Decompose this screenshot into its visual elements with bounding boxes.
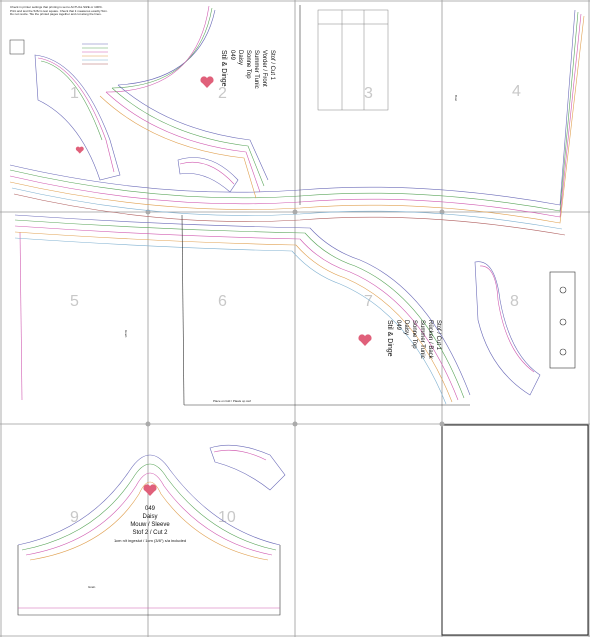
button-strip [550,272,575,368]
sleeve-line-2: Mouw / Sleeve [130,522,170,528]
logo-back [358,334,371,346]
page-number-6: 6 [218,293,227,310]
back-line-5: Stof / Cut 1 [435,320,441,351]
front-brand: Stil & Dinge [220,50,227,87]
back-piece-outline [15,215,470,405]
size-legend [82,44,108,64]
facing-piece-10 [210,445,285,490]
front-line-1: Daisy [237,50,243,66]
back-line-4: Rücken / Back [427,320,433,359]
front-line-4: Vorder / Front [261,50,267,87]
page-numbers [70,83,521,526]
facing-piece-8 [475,262,540,395]
front-line-2: Sonne Top [245,50,251,79]
size-chart [318,10,388,110]
front-piece-outline [10,5,584,235]
instruction-line-3: Do not resize. Tile the printed pages together and cut along the lines. [10,13,102,17]
page-number-7: 7 [364,293,373,310]
instruction-line-2: Print and test the 5x5cm test square. Check that it measures exactly 5cm. [10,9,108,13]
back-line-3: Summer Tunic [419,320,425,359]
back-line-2: Sonne Top [411,320,417,349]
back-number: 049 [395,320,401,331]
page-number-4: 4 [512,83,521,100]
page-number-10: 10 [218,509,236,526]
sleeve-line-1: Daisy [142,514,158,520]
sleeve-number: 049 [144,506,156,512]
bust-label: Bust [454,95,458,102]
back-label [386,320,441,360]
empty-page-frame [442,425,588,635]
logo-front [200,76,213,88]
logo-sleeve [143,484,156,496]
front-label [220,50,275,89]
facing-piece-2 [178,158,238,193]
facing-piece-1 [35,55,120,180]
sleeve-line-3: Stof 2 / Cut 2 [132,530,168,536]
front-line-5: Stof / Cut 1 [269,50,275,81]
grain-label-back: Grain [124,330,128,338]
back-line-1: Daisy [403,320,409,336]
front-line-3: Summer Tunic [253,50,259,89]
page-number-2: 2 [218,85,227,102]
page-number-5: 5 [70,293,79,310]
instruction-line-1: Check in printer settings that printing is set to ACTUAL SIZE or 100%. [10,6,103,9]
grain-label-sleeve: Grain [88,585,96,589]
front-number: 049 [229,50,235,61]
page-number-9: 9 [70,509,79,526]
sleeve-line-4: 1cm n/t ingeslut / 1cm (3/8") s/a included [113,538,187,543]
logo-facing [76,147,84,154]
page-number-3: 3 [364,85,373,102]
place-on-fold-label: Place on fold / Plaats op stof [212,399,252,403]
back-brand: Stil & Dinge [386,320,393,357]
page-number-8: 8 [510,293,519,310]
test-square [10,40,24,54]
page-number-1: 1 [70,85,79,102]
